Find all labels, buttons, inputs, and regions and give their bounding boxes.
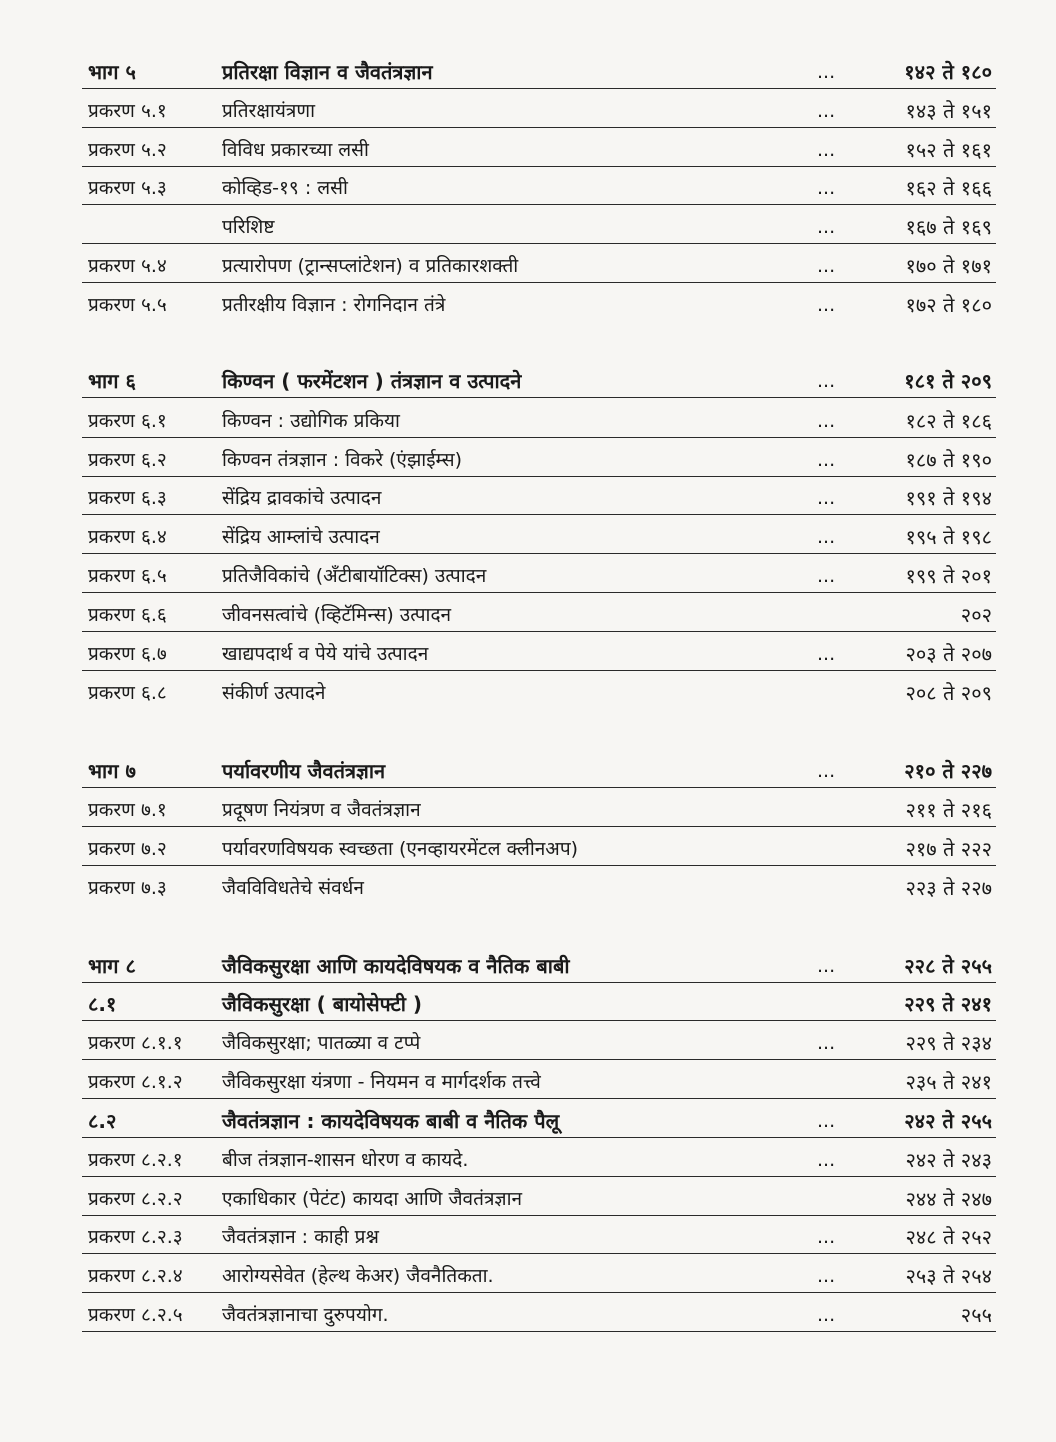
page-range: १५२ ते १६१ bbox=[905, 138, 992, 162]
entry-title: प्रतिजैविकांचे (अँटीबायॉटिक्स) उत्पादन bbox=[222, 565, 487, 587]
entry-title: बीज तंत्रज्ञान-शासन धोरण व कायदे. bbox=[222, 1149, 469, 1171]
row-divider bbox=[82, 1020, 996, 1021]
entry-title: किण्वन : उद्योगिक प्रकिया bbox=[222, 410, 400, 432]
row-divider bbox=[82, 1292, 996, 1293]
row-divider bbox=[82, 1137, 996, 1138]
entry-title: जैवतंत्रज्ञान : काही प्रश्न bbox=[222, 1226, 379, 1248]
row-divider bbox=[82, 476, 996, 477]
leader-dots: ... bbox=[817, 61, 836, 83]
leader-dots: ... bbox=[817, 760, 836, 782]
entry-title: प्रतिरक्षायंत्रणा bbox=[222, 100, 316, 122]
row-divider bbox=[82, 166, 996, 167]
leader-dots: ... bbox=[817, 1265, 836, 1287]
leader-dots: ... bbox=[817, 526, 836, 548]
entry-title: जैविकसुरक्षा ( बायोसेफ्टी ) bbox=[222, 992, 423, 1016]
entry-number: भाग ७ bbox=[88, 759, 136, 783]
leader-dots: ... bbox=[817, 1110, 836, 1132]
leader-dots: ... bbox=[817, 139, 836, 161]
entry-number: प्रकरण ६.८ bbox=[88, 682, 167, 704]
page-range: १९५ ते १९८ bbox=[905, 525, 992, 549]
toc-part-row bbox=[0, 55, 1056, 89]
page-range: २५३ ते २५४ bbox=[905, 1264, 992, 1288]
entry-number: प्रकरण ६.३ bbox=[88, 487, 167, 509]
toc-part-row bbox=[0, 754, 1056, 788]
page-range: २०८ ते २०९ bbox=[905, 681, 992, 705]
row-divider bbox=[82, 826, 996, 827]
entry-number: प्रकरण ५.१ bbox=[88, 100, 167, 122]
toc-chapter-row bbox=[0, 1026, 1056, 1060]
row-divider bbox=[82, 865, 996, 866]
leader-dots: ... bbox=[817, 643, 836, 665]
entry-number: प्रकरण ६.४ bbox=[88, 526, 167, 548]
page-range: १६२ ते १६६ bbox=[905, 176, 992, 200]
toc-chapter-row bbox=[0, 249, 1056, 283]
leader-dots: ... bbox=[817, 449, 836, 471]
leader-dots: ... bbox=[817, 370, 836, 392]
page-range: २२३ ते २२७ bbox=[905, 876, 992, 900]
page-range: २२९ ते २४१ bbox=[904, 992, 992, 1016]
entry-title: पर्यावरणविषयक स्वच्छता (एनव्हायरमेंटल क्लीनअप) bbox=[222, 838, 579, 860]
page-range: २२८ ते २५५ bbox=[904, 954, 992, 978]
leader-dots: ... bbox=[817, 100, 836, 122]
entry-title: पर्यावरणीय जैवतंत्रज्ञान bbox=[222, 759, 386, 783]
row-divider bbox=[82, 1098, 996, 1099]
leader-dots: ... bbox=[817, 294, 836, 316]
entry-number: भाग ८ bbox=[88, 954, 136, 978]
leader-dots: ... bbox=[817, 216, 836, 238]
entry-number: प्रकरण ८.२.३ bbox=[88, 1226, 183, 1248]
entry-title: प्रतिरक्षा विज्ञान व जैवतंत्रज्ञान bbox=[222, 60, 433, 84]
toc-chapter-row bbox=[0, 1220, 1056, 1254]
entry-title: जैविकसुरक्षा; पातळ्या व टप्पे bbox=[222, 1032, 421, 1054]
entry-number: प्रकरण ८.२.४ bbox=[88, 1265, 183, 1287]
toc-chapter-row bbox=[0, 520, 1056, 554]
leader-dots: ... bbox=[817, 177, 836, 199]
entry-title: जैवतंत्रज्ञान : कायदेविषयक बाबी व नैतिक पैलू bbox=[222, 1109, 560, 1133]
entry-number: ८.२ bbox=[88, 1109, 117, 1133]
leader-dots: ... bbox=[817, 410, 836, 432]
page-range: २१० ते २२७ bbox=[904, 759, 992, 783]
row-divider bbox=[82, 514, 996, 515]
entry-title: सेंद्रिय द्रावकांचे उत्पादन bbox=[222, 487, 382, 509]
entry-number: प्रकरण ८.१.१ bbox=[88, 1032, 183, 1054]
page-range: २४२ ते २४३ bbox=[905, 1148, 992, 1172]
entry-number: ८.१ bbox=[88, 992, 117, 1016]
page-range: १६७ ते १६९ bbox=[905, 215, 992, 239]
page-range: १४२ ते १८० bbox=[904, 60, 992, 84]
page-range: २४४ ते २४७ bbox=[905, 1187, 992, 1211]
entry-number: प्रकरण ८.२.५ bbox=[88, 1304, 183, 1326]
leader-dots: ... bbox=[817, 955, 836, 977]
row-divider bbox=[82, 592, 996, 593]
page-range: १७२ ते १८० bbox=[905, 293, 992, 317]
row-divider bbox=[82, 553, 996, 554]
entry-title: प्रदूषण नियंत्रण व जैवतंत्रज्ञान bbox=[222, 799, 421, 821]
page-range: २४८ ते २५२ bbox=[905, 1225, 992, 1249]
entry-title: जैवतंत्रज्ञानाचा दुरुपयोग. bbox=[222, 1304, 389, 1326]
entry-number: प्रकरण ६.६ bbox=[88, 604, 167, 626]
entry-title: कोव्हिड-१९ : लसी bbox=[222, 177, 348, 199]
leader-dots: ... bbox=[817, 255, 836, 277]
row-divider bbox=[82, 1176, 996, 1177]
page-range: १९९ ते २०१ bbox=[905, 564, 992, 588]
toc-chapter-row bbox=[0, 443, 1056, 477]
entry-title: किण्वन ( फरमेंटशन ) तंत्रज्ञान व उत्पादने bbox=[222, 369, 522, 393]
entry-title: संकीर्ण उत्पादने bbox=[222, 682, 326, 704]
entry-number: प्रकरण ६.१ bbox=[88, 410, 167, 432]
page-range: २५५ bbox=[960, 1303, 992, 1327]
entry-title: एकाधिकार (पेटंट) कायदा आणि जैवतंत्रज्ञान bbox=[222, 1188, 523, 1210]
entry-number: भाग ५ bbox=[88, 60, 136, 84]
leader-dots: ... bbox=[817, 487, 836, 509]
page-range: १९१ ते १९४ bbox=[905, 486, 992, 510]
row-divider bbox=[82, 88, 996, 89]
row-divider bbox=[82, 982, 996, 983]
entry-number: प्रकरण ६.५ bbox=[88, 565, 167, 587]
toc-chapter-row bbox=[0, 94, 1056, 128]
entry-title: जैविकसुरक्षा यंत्रणा - नियमन व मार्गदर्शक तत्त्वे bbox=[222, 1071, 541, 1093]
toc-chapter-row bbox=[0, 133, 1056, 167]
leader-dots: ... bbox=[817, 1226, 836, 1248]
toc-chapter-row bbox=[0, 871, 1056, 905]
page-range: १७० ते १७१ bbox=[905, 254, 992, 278]
page-range: १८१ ते २०९ bbox=[904, 369, 992, 393]
entry-title: खाद्यपदार्थ व पेये यांचे उत्पादन bbox=[222, 643, 429, 665]
toc-chapter-row bbox=[0, 288, 1056, 322]
entry-title: प्रतीरक्षीय विज्ञान : रोगनिदान तंत्रे bbox=[222, 294, 446, 316]
entry-number: भाग ६ bbox=[88, 369, 136, 393]
entry-number: प्रकरण ८.२.२ bbox=[88, 1188, 183, 1210]
page-range: २१७ ते २२२ bbox=[905, 837, 992, 861]
toc-part-row bbox=[0, 987, 1056, 1021]
entry-title: किण्वन तंत्रज्ञान : विकरे (एंझाईम्स) bbox=[222, 449, 462, 471]
entry-number: प्रकरण ८.२.१ bbox=[88, 1149, 183, 1171]
entry-number: प्रकरण ७.१ bbox=[88, 799, 167, 821]
toc-chapter-row bbox=[0, 793, 1056, 827]
row-divider bbox=[82, 437, 996, 438]
toc-chapter-row bbox=[0, 559, 1056, 593]
row-divider bbox=[82, 1059, 996, 1060]
leader-dots: ... bbox=[817, 1304, 836, 1326]
toc-chapter-row bbox=[0, 481, 1056, 515]
page-range: २३५ ते २४१ bbox=[905, 1070, 992, 1094]
page-range: २४२ ते २५५ bbox=[904, 1109, 992, 1133]
row-divider bbox=[82, 631, 996, 632]
row-divider bbox=[82, 670, 996, 671]
toc-chapter-row bbox=[0, 598, 1056, 632]
entry-number: प्रकरण ५.४ bbox=[88, 255, 167, 277]
entry-number: प्रकरण ८.१.२ bbox=[88, 1071, 183, 1093]
entry-number: प्रकरण ५.५ bbox=[88, 294, 167, 316]
entry-title: आरोग्यसेवेत (हेल्थ केअर) जैवनैतिकता. bbox=[222, 1265, 494, 1287]
page-range: १८२ ते १८६ bbox=[905, 409, 992, 433]
toc-part-row bbox=[0, 949, 1056, 983]
row-divider bbox=[82, 1331, 996, 1332]
page-range: २०३ ते २०७ bbox=[905, 642, 992, 666]
row-divider bbox=[82, 127, 996, 128]
page-range: २११ ते २१६ bbox=[905, 798, 992, 822]
toc-chapter-row bbox=[0, 171, 1056, 205]
entry-title: सेंद्रिय आम्लांचे उत्पादन bbox=[222, 526, 380, 548]
entry-number: प्रकरण ६.२ bbox=[88, 449, 167, 471]
toc-chapter-row bbox=[0, 832, 1056, 866]
entry-number: प्रकरण ६.७ bbox=[88, 643, 167, 665]
page-range: १४३ ते १५१ bbox=[905, 99, 992, 123]
entry-number: प्रकरण ७.२ bbox=[88, 838, 167, 860]
toc-chapter-row bbox=[0, 404, 1056, 438]
entry-title: परिशिष्ट bbox=[222, 216, 275, 238]
row-divider bbox=[82, 1215, 996, 1216]
toc-chapter-row bbox=[0, 1143, 1056, 1177]
leader-dots: ... bbox=[817, 1032, 836, 1054]
row-divider bbox=[82, 1253, 996, 1254]
toc-chapter-row bbox=[0, 1259, 1056, 1293]
entry-title: जैविकसुरक्षा आणि कायदेविषयक व नैतिक बाबी bbox=[222, 954, 570, 978]
row-divider bbox=[82, 204, 996, 205]
toc-chapter-row bbox=[0, 1298, 1056, 1332]
leader-dots: ... bbox=[817, 1149, 836, 1171]
toc-chapter-row bbox=[0, 637, 1056, 671]
toc-chapter-row bbox=[0, 1065, 1056, 1099]
row-divider bbox=[82, 282, 996, 283]
row-divider bbox=[82, 243, 996, 244]
entry-number: प्रकरण ५.३ bbox=[88, 177, 167, 199]
toc-chapter-row bbox=[0, 210, 1056, 244]
entry-title: जैवविविधतेचे संवर्धन bbox=[222, 877, 364, 899]
leader-dots: ... bbox=[817, 565, 836, 587]
entry-title: जीवनसत्वांचे (व्हिटॅमिन्स) उत्पादन bbox=[222, 604, 452, 626]
page-range: २२९ ते २३४ bbox=[905, 1031, 992, 1055]
toc-part-row bbox=[0, 364, 1056, 398]
toc-chapter-row bbox=[0, 1182, 1056, 1216]
entry-title: प्रत्यारोपण (ट्रान्सप्लांटेशन) व प्रतिकारशक्ती bbox=[222, 255, 519, 277]
toc-chapter-row bbox=[0, 676, 1056, 710]
page-range: २०२ bbox=[960, 603, 992, 627]
row-divider bbox=[82, 397, 996, 398]
toc-part-row bbox=[0, 1104, 1056, 1138]
entry-number: प्रकरण ७.३ bbox=[88, 877, 167, 899]
entry-number: प्रकरण ५.२ bbox=[88, 139, 167, 161]
row-divider bbox=[82, 787, 996, 788]
entry-title: विविध प्रकारच्या लसी bbox=[222, 139, 369, 161]
page-range: १८७ ते १९० bbox=[905, 448, 992, 472]
